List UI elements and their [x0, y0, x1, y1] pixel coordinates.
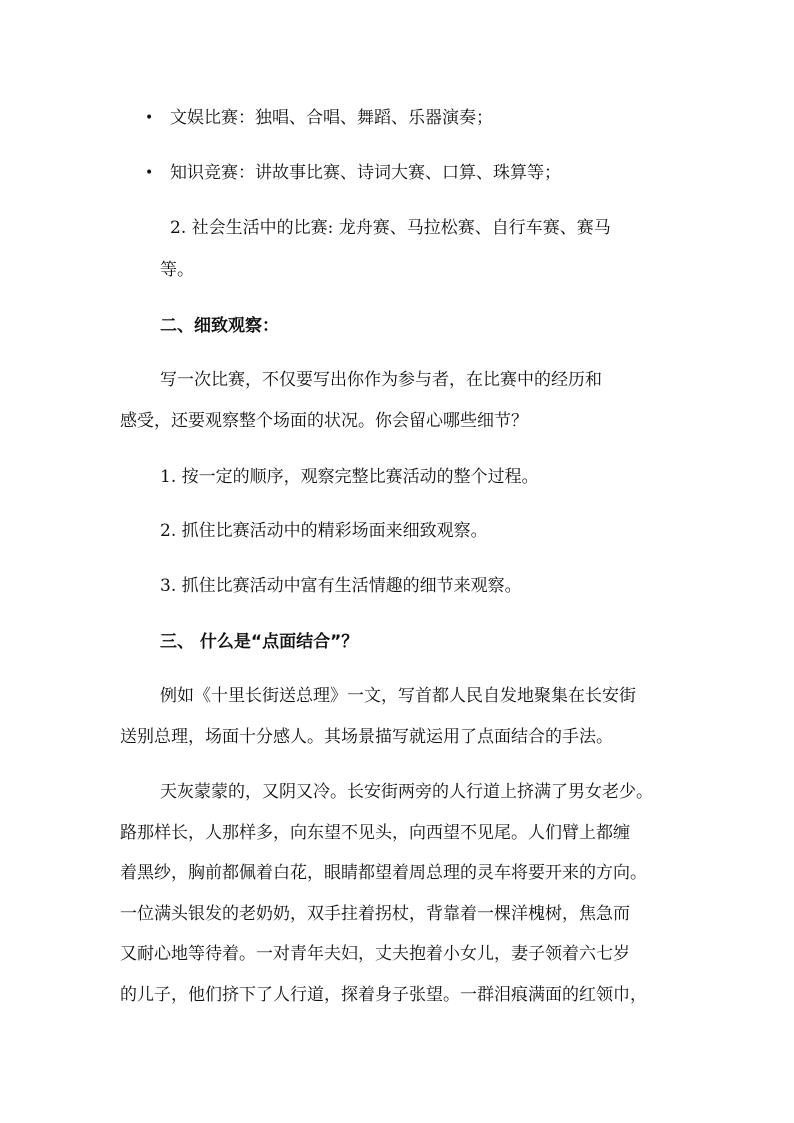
quote-line: 又耐心地等待着。一对青年夫妇，丈夫抱着小女儿，妻子领着六七岁: [120, 944, 630, 964]
list-item-social-line1: 2. 社会生活中的比赛: 龙舟赛、马拉松赛、自行车赛、赛马: [170, 218, 611, 238]
paragraph-line: 写一次比赛，不仅要写出你作为参与者，在比赛中的经历和: [160, 370, 602, 390]
list-item-observe-2: 2. 抓住比赛活动中的精彩场面来细致观察。: [160, 521, 488, 541]
list-item-observe-3: 3. 抓住比赛活动中富有生活情趣的细节来观察。: [160, 576, 522, 596]
quote-line: 的儿子，他们挤下了人行道，探着身子张望。一群泪痕满面的红领巾，: [120, 985, 647, 1005]
section-heading-point-area: 三、 什么是“点面结合”？: [160, 632, 359, 652]
bullet-icon: •: [145, 110, 154, 126]
paragraph-line: 例如《十里长街送总理》一文，写首都人民自发地聚集在长安街: [160, 686, 636, 706]
section-heading-observe: 二、细致观察：: [160, 316, 279, 336]
quote-line: 天灰蒙蒙的，又阴又冷。长安街两旁的人行道上挤满了男女老少。: [160, 782, 653, 802]
bullet-icon: •: [145, 165, 154, 181]
bullet-item-arts: 文娱比赛：独唱、合唱、舞蹈、乐器演奏；: [170, 108, 493, 128]
quote-line: 路那样长，人那样多，向东望不见头，向西望不见尾。人们臂上都缠: [120, 823, 630, 843]
paragraph-line: 感受，还要观察整个场面的状况。你会留心哪些细节？: [120, 411, 528, 431]
list-item-social-line2: 等。: [160, 260, 194, 280]
quote-line: 一位满头银发的老奶奶，双手拄着拐杖，背靠着一棵洋槐树，焦急而: [120, 904, 630, 924]
bullet-item-knowledge: 知识竞赛：讲故事比赛、诗词大赛、口算、珠算等；: [170, 163, 561, 183]
list-item-observe-1: 1. 按一定的顺序，观察完整比赛活动的整个过程。: [160, 467, 539, 487]
quote-line: 着黑纱，胸前都佩着白花，眼睛都望着周总理的灵车将要开来的方向。: [120, 863, 647, 883]
paragraph-line: 送别总理，场面十分感人。其场景描写就运用了点面结合的手法。: [120, 727, 613, 747]
